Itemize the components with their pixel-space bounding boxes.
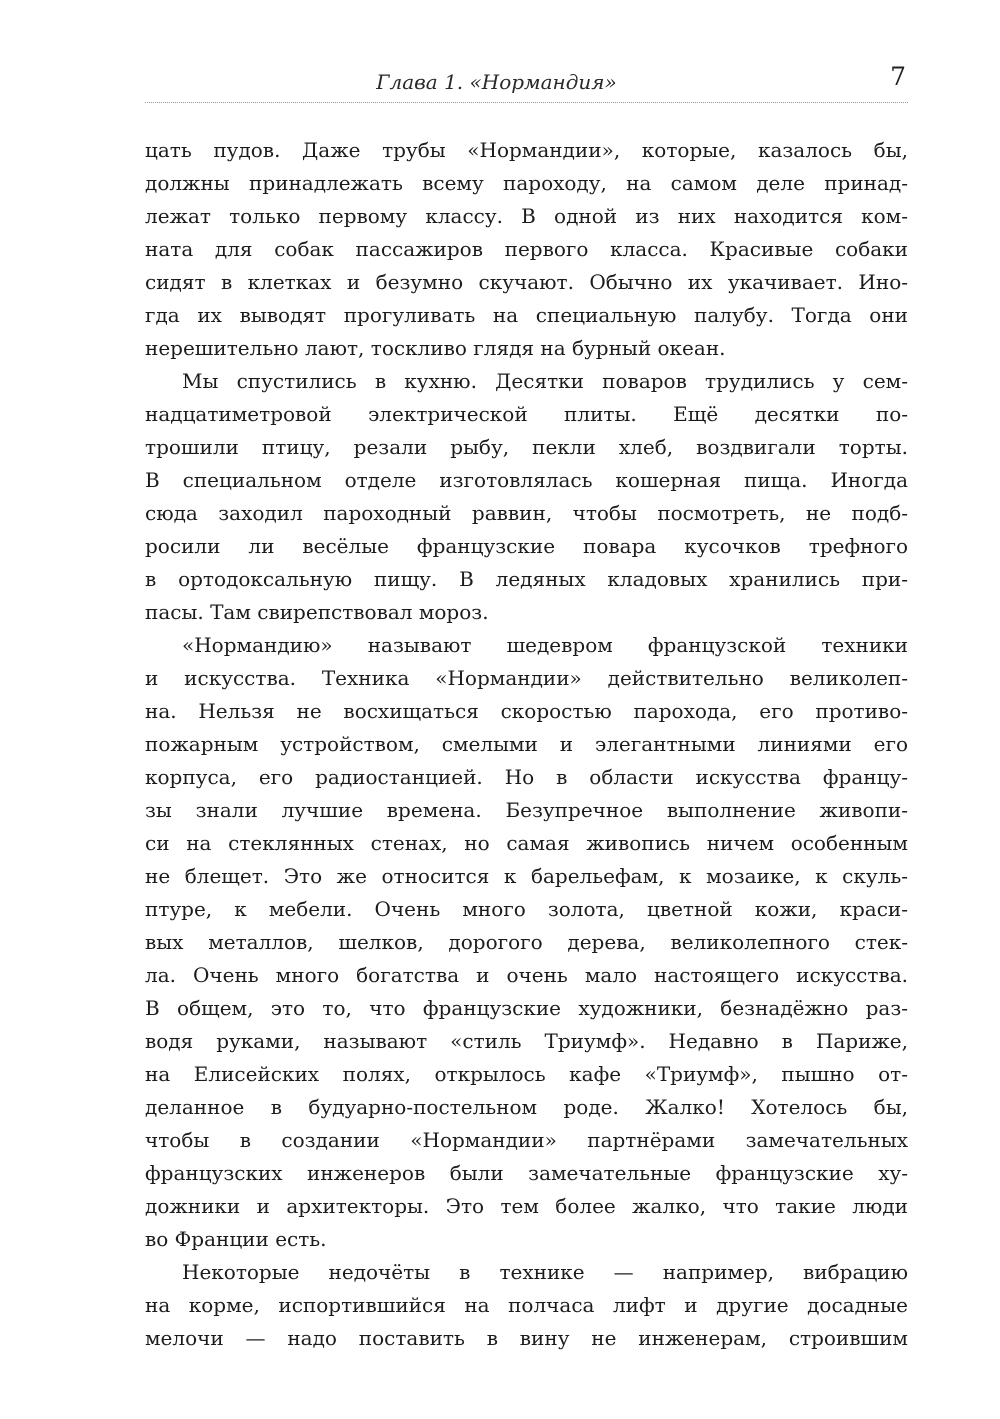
text-line: В специальном отделе изготовлялась кошерная пища. Иногда: [145, 468, 908, 492]
text-line: во Франции есть.: [145, 1227, 327, 1251]
page-number: 7: [890, 62, 906, 91]
text-line: цать пудов. Даже трубы «Нормандии», которые, казалось бы,: [145, 138, 908, 162]
text-line: в ортодоксальную пищу. В ледяных кладовых хранились при-: [145, 567, 908, 591]
text-line: нерешительно лают, тоскливо глядя на бурный океан.: [145, 336, 726, 360]
text-line: на корме, испортившийся на полчаса лифт и другие досадные: [145, 1293, 908, 1317]
text-line: надцатиметровой электрической плиты. Ещё десятки по-: [145, 402, 908, 426]
paragraph: [145, 1256, 908, 1355]
text-line: и искусства. Техника «Нормандии» действительно великолеп-: [145, 666, 908, 690]
text-line: зы знали лучшие времена. Безупречное выполнение живопи-: [145, 798, 908, 822]
text-line: водя руками, называют «стиль Триумф». Недавно в Париже,: [145, 1029, 908, 1053]
text-line: ла. Очень много богатства и очень мало настоящего искусства.: [145, 963, 908, 987]
paragraph: [145, 365, 908, 629]
text-line: сидят в клетках и безумно скучают. Обычно их укачивает. Ино-: [145, 270, 908, 294]
text-line: птуре, к мебели. Очень много золота, цветной кожи, краси-: [145, 897, 908, 921]
text-line: гда их выводят прогуливать на специальную палубу. Тогда они: [145, 303, 908, 327]
text-line: мелочи — надо поставить в вину не инженерам, строившим: [145, 1326, 908, 1350]
text-line: чтобы в создании «Нормандии» партнёрами замечательных: [145, 1128, 908, 1152]
text-line: корпуса, его радиостанцией. Но в области искусства францу-: [145, 765, 908, 789]
text-line: пожарным устройством, смелыми и элегантными линиями его: [145, 732, 908, 756]
body-text: [145, 134, 908, 1355]
text-line: росили ли весёлые французские повара кусочков трефного: [145, 534, 908, 558]
text-line: сюда заходил пароходный раввин, чтобы посмотреть, не подб-: [145, 501, 908, 525]
text-line: вых металлов, шелков, дорогого дерева, великолепного стек-: [145, 930, 908, 954]
text-line: не блещет. Это же относится к барельефам, к мозаике, к скуль-: [145, 864, 908, 888]
text-line: Некоторые недочёты в технике — например, вибрацию: [182, 1260, 908, 1284]
text-line: на. Нельзя не восхищаться скоростью парохода, его противо-: [145, 699, 908, 723]
text-line: французских инженеров были замечательные французские ху-: [145, 1161, 908, 1185]
text-line: на Елисейских полях, открылось кафе «Триумф», пышно от-: [145, 1062, 908, 1086]
text-line: трошили птицу, резали рыбу, пекли хлеб, воздвигали торты.: [145, 435, 908, 459]
text-line: пасы. Там свирепствовал мороз.: [145, 600, 489, 624]
running-header: [145, 58, 908, 103]
paragraph: [145, 629, 908, 1256]
text-line: дожники и архитекторы. Это тем более жалко, что такие люди: [145, 1194, 908, 1218]
text-line: Мы спустились в кухню. Десятки поваров трудились у сем-: [182, 369, 908, 393]
text-line: должны принадлежать всему пароходу, на самом деле принад-: [145, 171, 908, 195]
text-line: деланное в будуарно-постельном роде. Жалко! Хотелось бы,: [145, 1095, 908, 1119]
paragraph: [145, 134, 908, 365]
chapter-title: Глава 1. «Нормандия»: [376, 70, 617, 94]
text-line: ната для собак пассажиров первого класса. Красивые собаки: [145, 237, 908, 261]
text-line: В общем, это то, что французские художники, безнадёжно раз-: [145, 996, 908, 1020]
text-line: лежат только первому классу. В одной из них находится ком-: [145, 204, 908, 228]
text-line: «Нормандию» называют шедевром французской техники: [182, 633, 908, 657]
text-line: си на стеклянных стенах, но самая живопись ничем особенным: [145, 831, 908, 855]
